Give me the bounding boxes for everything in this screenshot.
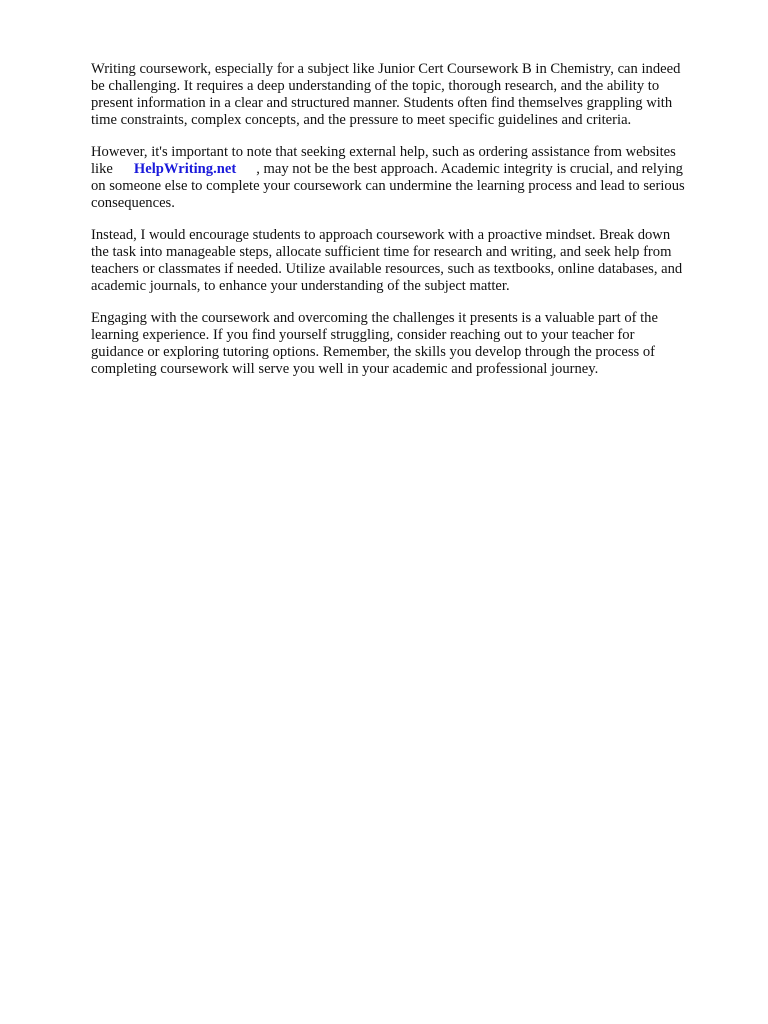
- document-body: [91, 61, 731, 393]
- paragraph-proactive: [91, 227, 731, 295]
- link-prefix-text: like: [91, 161, 113, 177]
- text-line: the task into manageable steps, allocate sufficient time for research and writing, and seek help from: [91, 244, 672, 260]
- text-line: consequences.: [91, 195, 175, 211]
- text-line: Instead, I would encourage students to approach coursework with a proactive mindset. Break down: [91, 227, 671, 243]
- paragraph-external-help: [91, 144, 731, 212]
- paragraph-intro: [91, 61, 731, 129]
- text-line: Writing coursework, especially for a subject like Junior Cert Coursework B in Chemistry, can indeed: [91, 61, 681, 77]
- text-line: academic journals, to enhance your understanding of the subject matter.: [91, 278, 510, 294]
- paragraph-engaging: [91, 310, 731, 378]
- text-line: However, it's important to note that seeking external help, such as ordering assistance from websites: [91, 144, 676, 160]
- helpwriting-link[interactable]: HelpWriting.net: [133, 161, 237, 177]
- link-suffix-text: , may not be the best approach. Academic integrity is crucial, and relying: [256, 161, 683, 177]
- text-line: guidance or exploring tutoring options. Remember, the skills you develop through the process of: [91, 344, 656, 360]
- text-line: present information in a clear and structured manner. Students often find themselves grappling with: [91, 95, 673, 111]
- text-line: teachers or classmates if needed. Utilize available resources, such as textbooks, online databases, and: [91, 261, 683, 277]
- text-line-with-link: [91, 161, 731, 178]
- text-line: time constraints, complex concepts, and the pressure to meet specific guidelines and criteria.: [91, 112, 632, 128]
- text-line: completing coursework will serve you well in your academic and professional journey.: [91, 361, 599, 377]
- text-line: learning experience. If you find yourself struggling, consider reaching out to your teacher for: [91, 327, 635, 343]
- text-line: be challenging. It requires a deep understanding of the topic, thorough research, and the ability to: [91, 78, 660, 94]
- text-line: on someone else to complete your coursework can undermine the learning process and lead to serious: [91, 178, 685, 194]
- text-line: Engaging with the coursework and overcoming the challenges it presents is a valuable part of the: [91, 310, 658, 326]
